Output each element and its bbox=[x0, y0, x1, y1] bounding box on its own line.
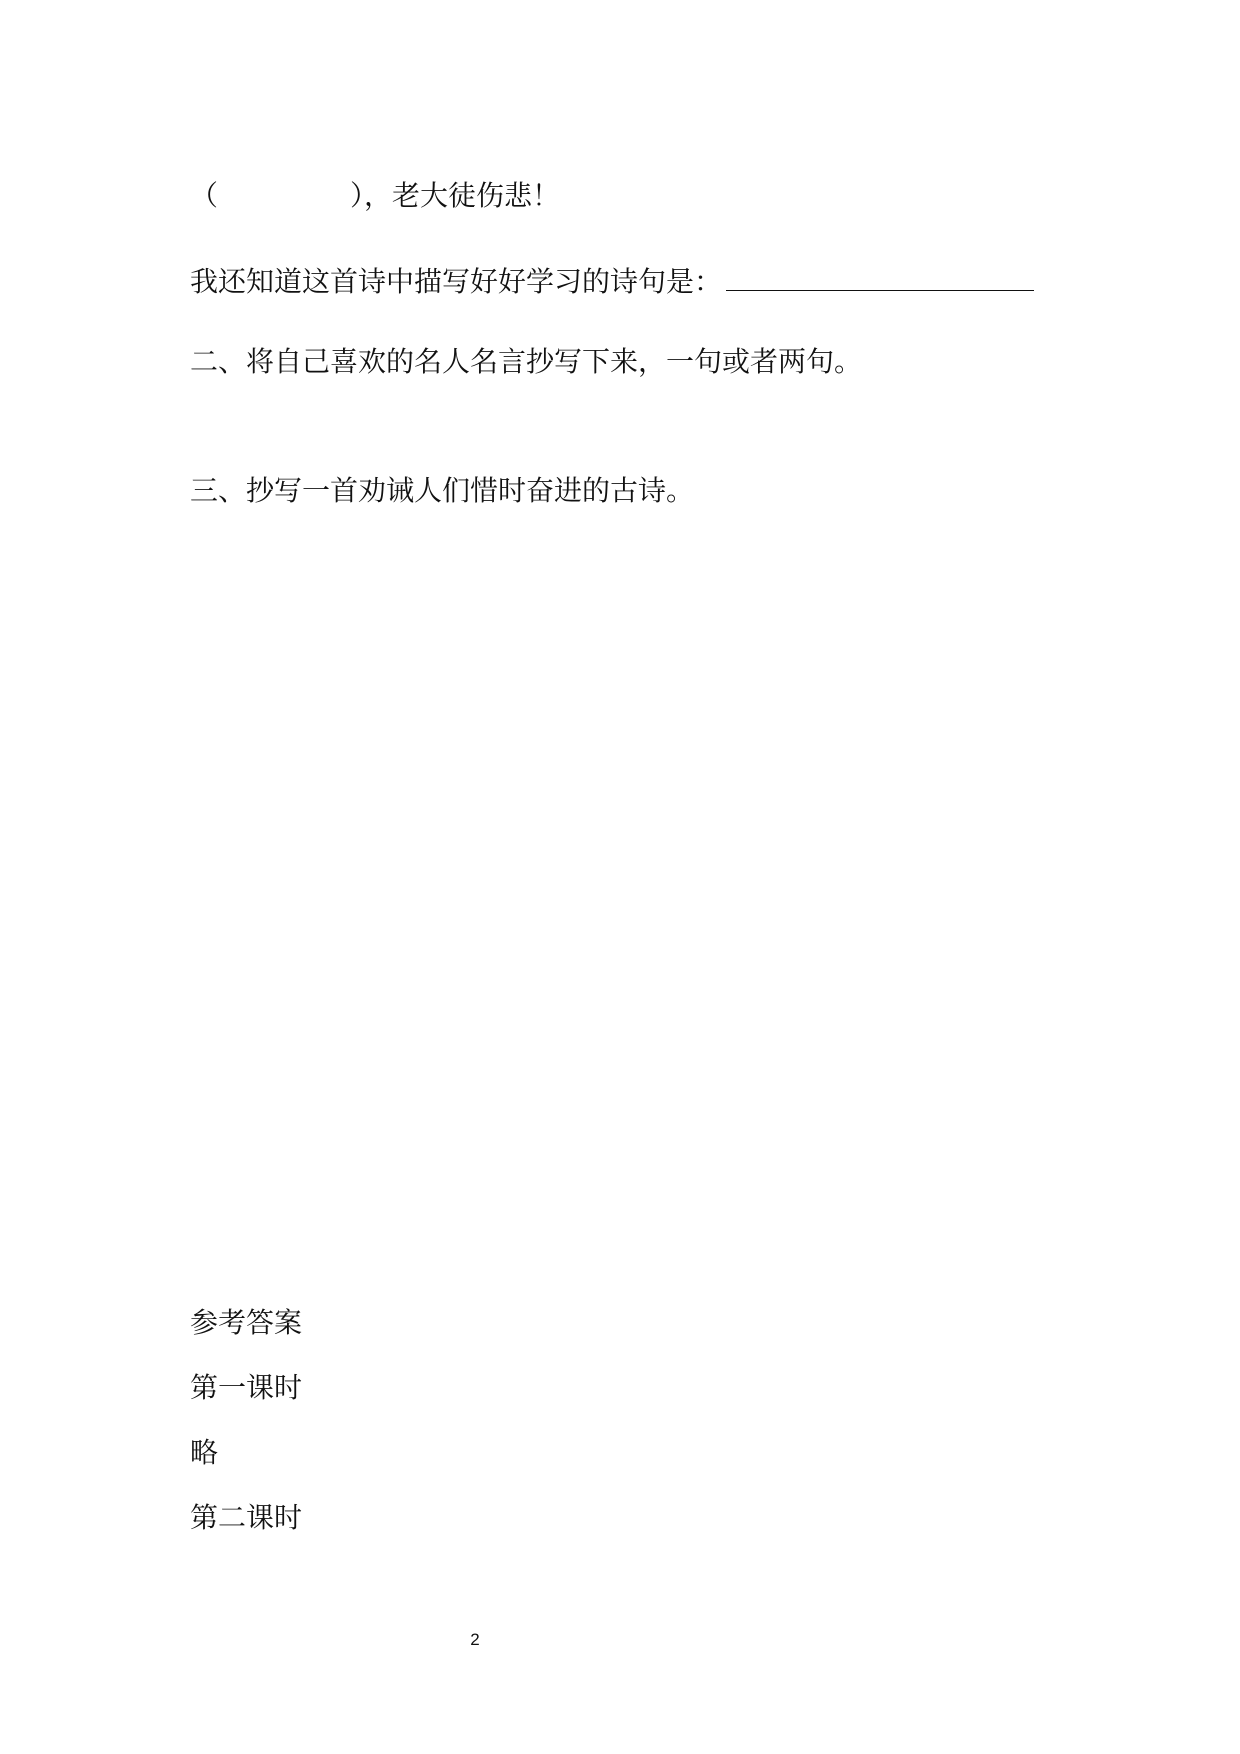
section-three-heading: 三、抄写一首劝诫人们惜时奋进的古诗。 bbox=[190, 474, 695, 507]
poem-fill-rest: ），老大徒伤悲！ bbox=[350, 179, 561, 212]
page-number: 2 bbox=[470, 1630, 480, 1649]
answer-key-heading: 参考答案 bbox=[190, 1306, 303, 1339]
open-paren: （ bbox=[190, 179, 219, 212]
lesson-one-answer: 略 bbox=[190, 1436, 219, 1469]
poem-fill-line bbox=[190, 178, 560, 214]
section-two-heading: 二、将自己喜欢的名人名言抄写下来，一句或者两句。 bbox=[190, 345, 863, 378]
answer-blank-line[interactable] bbox=[726, 262, 1034, 291]
lesson-two-label: 第二课时 bbox=[190, 1501, 303, 1534]
poem-line-question-row bbox=[190, 262, 1034, 300]
poem-line-question: 我还知道这首诗中描写好好学习的诗句是： bbox=[190, 265, 723, 298]
lesson-one-label: 第一课时 bbox=[190, 1371, 303, 1404]
